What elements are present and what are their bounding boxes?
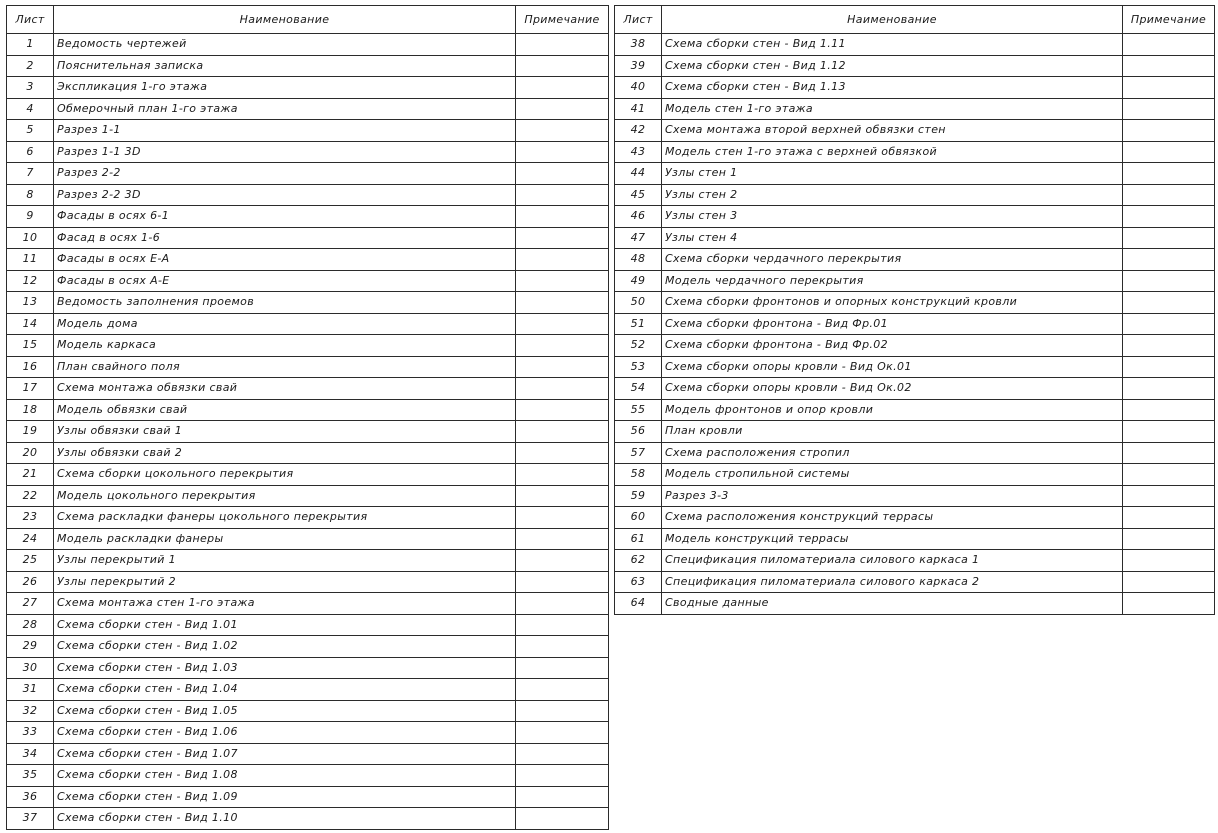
sheet-number-cell: 30 [7, 657, 54, 679]
sheet-name-cell: Схема монтажа второй верхней обвязки стен [662, 120, 1123, 142]
sheet-note-cell [516, 593, 609, 615]
sheet-number-cell: 4 [7, 98, 54, 120]
sheet-note-cell [516, 141, 609, 163]
sheet-name-cell: Схема сборки стен - Вид 1.12 [662, 55, 1123, 77]
sheet-note-cell [1123, 335, 1215, 357]
sheet-number-cell: 52 [615, 335, 662, 357]
sheet-name-cell: Узлы перекрытий 2 [54, 571, 516, 593]
sheet-name-cell: Модель раскладки фанеры [54, 528, 516, 550]
sheet-name-cell: Ведомость чертежей [54, 34, 516, 56]
sheet-name-cell: Схема монтажа обвязки свай [54, 378, 516, 400]
sheet-name-cell: Узлы перекрытий 1 [54, 550, 516, 572]
table-row [7, 528, 609, 550]
table-row [7, 700, 609, 722]
sheet-name-cell: Модель цокольного перекрытия [54, 485, 516, 507]
sheet-name-cell: Узлы обвязки свай 1 [54, 421, 516, 443]
sheet-number-cell: 24 [7, 528, 54, 550]
table-row [615, 507, 1215, 529]
sheet-name-cell: Фасад в осях 1-6 [54, 227, 516, 249]
sheet-name-cell: Схема раскладки фанеры цокольного перекрытия [54, 507, 516, 529]
sheet-number-cell: 18 [7, 399, 54, 421]
sheet-number-cell: 27 [7, 593, 54, 615]
sheet-number-cell: 54 [615, 378, 662, 400]
column-header-sheet: Лист [615, 6, 662, 34]
sheet-name-cell: Схема расположения конструкций террасы [662, 507, 1123, 529]
table-row [615, 421, 1215, 443]
table-row [7, 292, 609, 314]
sheet-name-cell: Спецификация пиломатериала силового каркаса 1 [662, 550, 1123, 572]
sheet-note-cell [516, 786, 609, 808]
table-row [7, 786, 609, 808]
sheet-note-cell [516, 55, 609, 77]
sheet-number-cell: 31 [7, 679, 54, 701]
sheet-number-cell: 13 [7, 292, 54, 314]
sheet-note-cell [516, 292, 609, 314]
column-header-name: Наименование [54, 6, 516, 34]
sheet-name-cell: Модель обвязки свай [54, 399, 516, 421]
sheet-name-cell: Схема сборки фронтона - Вид Фр.02 [662, 335, 1123, 357]
table-row [7, 77, 609, 99]
sheet-note-cell [516, 636, 609, 658]
sheet-note-cell [516, 550, 609, 572]
table-row [615, 292, 1215, 314]
sheet-number-cell: 7 [7, 163, 54, 185]
sheet-number-cell: 63 [615, 571, 662, 593]
sheet-note-cell [516, 98, 609, 120]
sheet-name-cell: Разрез 2-2 3D [54, 184, 516, 206]
sheet-note-cell [1123, 227, 1215, 249]
table-row [7, 636, 609, 658]
sheet-number-cell: 2 [7, 55, 54, 77]
sheet-number-cell: 49 [615, 270, 662, 292]
table-row [7, 593, 609, 615]
sheet-note-cell [1123, 571, 1215, 593]
sheet-note-cell [516, 163, 609, 185]
sheet-name-cell: Пояснительная записка [54, 55, 516, 77]
sheet-note-cell [516, 657, 609, 679]
sheet-note-cell [1123, 593, 1215, 615]
sheet-name-cell: Схема сборки стен - Вид 1.11 [662, 34, 1123, 56]
table-row [7, 765, 609, 787]
table-row [7, 679, 609, 701]
sheet-name-cell: Схема монтажа стен 1-го этажа [54, 593, 516, 615]
drawing-list-table-left [6, 5, 609, 830]
table-body-left [7, 34, 609, 830]
table-row [615, 485, 1215, 507]
sheet-note-cell [1123, 421, 1215, 443]
table-row [7, 335, 609, 357]
sheet-name-cell: Узлы стен 1 [662, 163, 1123, 185]
sheet-number-cell: 20 [7, 442, 54, 464]
sheet-name-cell: Схема сборки стен - Вид 1.07 [54, 743, 516, 765]
sheet-number-cell: 40 [615, 77, 662, 99]
column-header-name: Наименование [662, 6, 1123, 34]
sheet-name-cell: Схема сборки фронтонов и опорных конструкций кровли [662, 292, 1123, 314]
sheet-note-cell [516, 120, 609, 142]
table-row [7, 184, 609, 206]
sheet-name-cell: Узлы стен 3 [662, 206, 1123, 228]
sheet-note-cell [1123, 206, 1215, 228]
sheet-note-cell [516, 743, 609, 765]
sheet-number-cell: 21 [7, 464, 54, 486]
sheet-name-cell: План кровли [662, 421, 1123, 443]
sheet-name-cell: Фасады в осях Е-А [54, 249, 516, 271]
sheet-number-cell: 17 [7, 378, 54, 400]
table-row [615, 550, 1215, 572]
sheet-note-cell [516, 485, 609, 507]
table-row [615, 77, 1215, 99]
sheet-note-cell [516, 679, 609, 701]
sheet-number-cell: 45 [615, 184, 662, 206]
sheet-name-cell: Схема сборки стен - Вид 1.10 [54, 808, 516, 830]
sheet-number-cell: 53 [615, 356, 662, 378]
table-row [615, 120, 1215, 142]
sheet-note-cell [1123, 98, 1215, 120]
sheet-number-cell: 6 [7, 141, 54, 163]
sheet-note-cell [1123, 141, 1215, 163]
table-row [7, 550, 609, 572]
sheet-note-cell [516, 335, 609, 357]
sheet-number-cell: 1 [7, 34, 54, 56]
sheet-name-cell: Узлы стен 2 [662, 184, 1123, 206]
sheet-name-cell: Схема сборки стен - Вид 1.03 [54, 657, 516, 679]
sheet-name-cell: Разрез 3-3 [662, 485, 1123, 507]
sheet-name-cell: Экспликация 1-го этажа [54, 77, 516, 99]
sheet-note-cell [516, 270, 609, 292]
table-row [7, 442, 609, 464]
sheet-number-cell: 28 [7, 614, 54, 636]
sheet-number-cell: 43 [615, 141, 662, 163]
sheet-name-cell: Фасады в осях 6-1 [54, 206, 516, 228]
table-row [7, 485, 609, 507]
sheet-note-cell [516, 77, 609, 99]
sheet-name-cell: Схема сборки стен - Вид 1.04 [54, 679, 516, 701]
sheet-note-cell [516, 765, 609, 787]
sheet-note-cell [516, 507, 609, 529]
sheet-number-cell: 64 [615, 593, 662, 615]
sheet-note-cell [1123, 550, 1215, 572]
sheet-number-cell: 55 [615, 399, 662, 421]
sheet-number-cell: 38 [615, 34, 662, 56]
sheet-note-cell [1123, 34, 1215, 56]
sheet-name-cell: Ведомость заполнения проемов [54, 292, 516, 314]
sheet-number-cell: 25 [7, 550, 54, 572]
sheet-note-cell [1123, 485, 1215, 507]
sheet-note-cell [1123, 313, 1215, 335]
table-row [7, 356, 609, 378]
sheet-number-cell: 3 [7, 77, 54, 99]
column-header-note: Примечание [516, 6, 609, 34]
sheet-name-cell: Обмерочный план 1-го этажа [54, 98, 516, 120]
table-row [615, 399, 1215, 421]
table-row [7, 421, 609, 443]
sheet-note-cell [516, 206, 609, 228]
sheet-number-cell: 33 [7, 722, 54, 744]
sheet-name-cell: Модель стен 1-го этажа [662, 98, 1123, 120]
sheet-note-cell [516, 399, 609, 421]
sheet-name-cell: Модель дома [54, 313, 516, 335]
sheet-name-cell: Разрез 1-1 3D [54, 141, 516, 163]
table-row [7, 120, 609, 142]
sheet-note-cell [516, 184, 609, 206]
sheet-note-cell [516, 249, 609, 271]
sheet-note-cell [1123, 249, 1215, 271]
sheet-note-cell [516, 808, 609, 830]
sheet-name-cell: Схема сборки фронтона - Вид Фр.01 [662, 313, 1123, 335]
table-row [7, 34, 609, 56]
sheet-number-cell: 5 [7, 120, 54, 142]
sheet-number-cell: 8 [7, 184, 54, 206]
sheet-number-cell: 12 [7, 270, 54, 292]
sheet-number-cell: 62 [615, 550, 662, 572]
table-row [7, 614, 609, 636]
table-row [7, 399, 609, 421]
table-body-right [615, 34, 1215, 615]
table-row [7, 249, 609, 271]
sheet-note-cell [516, 442, 609, 464]
table-row [7, 141, 609, 163]
sheet-number-cell: 22 [7, 485, 54, 507]
sheet-number-cell: 14 [7, 313, 54, 335]
sheet-note-cell [516, 700, 609, 722]
sheet-name-cell: Сводные данные [662, 593, 1123, 615]
sheet-note-cell [516, 378, 609, 400]
sheet-note-cell [516, 722, 609, 744]
table-row [7, 743, 609, 765]
table-row [7, 163, 609, 185]
sheet-note-cell [1123, 270, 1215, 292]
table-row [7, 808, 609, 830]
sheet-note-cell [1123, 163, 1215, 185]
sheet-number-cell: 46 [615, 206, 662, 228]
sheet-note-cell [1123, 464, 1215, 486]
sheet-note-cell [1123, 120, 1215, 142]
sheet-number-cell: 59 [615, 485, 662, 507]
sheet-number-cell: 61 [615, 528, 662, 550]
sheet-note-cell [516, 464, 609, 486]
sheet-number-cell: 47 [615, 227, 662, 249]
sheet-number-cell: 16 [7, 356, 54, 378]
table-row [615, 528, 1215, 550]
sheet-number-cell: 50 [615, 292, 662, 314]
sheet-name-cell: Узлы стен 4 [662, 227, 1123, 249]
sheet-note-cell [1123, 356, 1215, 378]
table-header-row [615, 6, 1215, 34]
sheet-name-cell: Модель стропильной системы [662, 464, 1123, 486]
table-row [7, 507, 609, 529]
sheet-name-cell: Схема сборки опоры кровли - Вид Ок.02 [662, 378, 1123, 400]
table-row [7, 657, 609, 679]
table-row [615, 163, 1215, 185]
sheet-number-cell: 35 [7, 765, 54, 787]
table-row [7, 722, 609, 744]
table-row [7, 206, 609, 228]
sheet-number-cell: 15 [7, 335, 54, 357]
sheet-number-cell: 44 [615, 163, 662, 185]
sheet-note-cell [1123, 55, 1215, 77]
table-row [7, 313, 609, 335]
sheet-name-cell: Модель фронтонов и опор кровли [662, 399, 1123, 421]
column-header-sheet: Лист [7, 6, 54, 34]
sheet-number-cell: 19 [7, 421, 54, 443]
table-row [615, 378, 1215, 400]
sheet-number-cell: 23 [7, 507, 54, 529]
sheet-number-cell: 57 [615, 442, 662, 464]
sheet-number-cell: 26 [7, 571, 54, 593]
table-row [615, 206, 1215, 228]
sheet-note-cell [1123, 399, 1215, 421]
table-row [615, 184, 1215, 206]
table-row [615, 356, 1215, 378]
sheet-number-cell: 60 [615, 507, 662, 529]
sheet-note-cell [1123, 378, 1215, 400]
table-row [615, 55, 1215, 77]
sheet-note-cell [516, 571, 609, 593]
sheet-name-cell: Схема сборки стен - Вид 1.05 [54, 700, 516, 722]
sheet-number-cell: 9 [7, 206, 54, 228]
sheet-name-cell: Спецификация пиломатериала силового каркаса 2 [662, 571, 1123, 593]
table-row [7, 464, 609, 486]
sheet-note-cell [516, 227, 609, 249]
sheet-note-cell [516, 313, 609, 335]
sheet-name-cell: Разрез 2-2 [54, 163, 516, 185]
table-row [7, 55, 609, 77]
sheet-number-cell: 39 [615, 55, 662, 77]
sheet-name-cell: Модель конструкций террасы [662, 528, 1123, 550]
sheet-note-cell [1123, 77, 1215, 99]
table-row [615, 98, 1215, 120]
sheet-name-cell: Схема сборки стен - Вид 1.02 [54, 636, 516, 658]
sheet-name-cell: Схема сборки стен - Вид 1.08 [54, 765, 516, 787]
sheet-name-cell: Схема сборки стен - Вид 1.01 [54, 614, 516, 636]
sheet-number-cell: 42 [615, 120, 662, 142]
sheet-note-cell [516, 34, 609, 56]
sheet-note-cell [1123, 442, 1215, 464]
sheet-number-cell: 10 [7, 227, 54, 249]
table-row [7, 227, 609, 249]
sheet-name-cell: Схема сборки опоры кровли - Вид Ок.01 [662, 356, 1123, 378]
sheet-number-cell: 32 [7, 700, 54, 722]
sheet-note-cell [516, 421, 609, 443]
table-header-row [7, 6, 609, 34]
table-row [7, 571, 609, 593]
table-row [615, 593, 1215, 615]
sheet-number-cell: 41 [615, 98, 662, 120]
sheet-name-cell: Схема сборки стен - Вид 1.06 [54, 722, 516, 744]
sheet-name-cell: Схема сборки чердачного перекрытия [662, 249, 1123, 271]
table-row [615, 270, 1215, 292]
table-row [615, 464, 1215, 486]
table-row [615, 227, 1215, 249]
table-row [615, 571, 1215, 593]
table-row [615, 335, 1215, 357]
sheet-number-cell: 48 [615, 249, 662, 271]
sheet-note-cell [1123, 292, 1215, 314]
sheet-number-cell: 36 [7, 786, 54, 808]
table-row [615, 141, 1215, 163]
sheet-name-cell: Схема сборки стен - Вид 1.13 [662, 77, 1123, 99]
sheet-name-cell: Схема расположения стропил [662, 442, 1123, 464]
sheet-number-cell: 34 [7, 743, 54, 765]
sheet-note-cell [516, 614, 609, 636]
sheet-number-cell: 29 [7, 636, 54, 658]
table-row [615, 313, 1215, 335]
sheet-note-cell [516, 356, 609, 378]
column-header-note: Примечание [1123, 6, 1215, 34]
sheet-number-cell: 51 [615, 313, 662, 335]
drawing-list-table-right [614, 5, 1215, 615]
sheet-number-cell: 58 [615, 464, 662, 486]
table-row [615, 249, 1215, 271]
table-row [615, 34, 1215, 56]
sheet-number-cell: 37 [7, 808, 54, 830]
sheet-name-cell: Узлы обвязки свай 2 [54, 442, 516, 464]
sheet-number-cell: 56 [615, 421, 662, 443]
sheet-name-cell: Разрез 1-1 [54, 120, 516, 142]
sheet-number-cell: 11 [7, 249, 54, 271]
sheet-name-cell: Модель стен 1-го этажа с верхней обвязкой [662, 141, 1123, 163]
sheet-name-cell: Фасады в осях А-Е [54, 270, 516, 292]
table-row [615, 442, 1215, 464]
table-row [7, 378, 609, 400]
sheet-note-cell [1123, 507, 1215, 529]
sheet-note-cell [1123, 528, 1215, 550]
sheet-note-cell [516, 528, 609, 550]
sheet-name-cell: Схема сборки цокольного перекрытия [54, 464, 516, 486]
sheet-name-cell: План свайного поля [54, 356, 516, 378]
sheet-name-cell: Модель чердачного перекрытия [662, 270, 1123, 292]
sheet-name-cell: Схема сборки стен - Вид 1.09 [54, 786, 516, 808]
table-row [7, 270, 609, 292]
table-row [7, 98, 609, 120]
sheet-note-cell [1123, 184, 1215, 206]
sheet-name-cell: Модель каркаса [54, 335, 516, 357]
